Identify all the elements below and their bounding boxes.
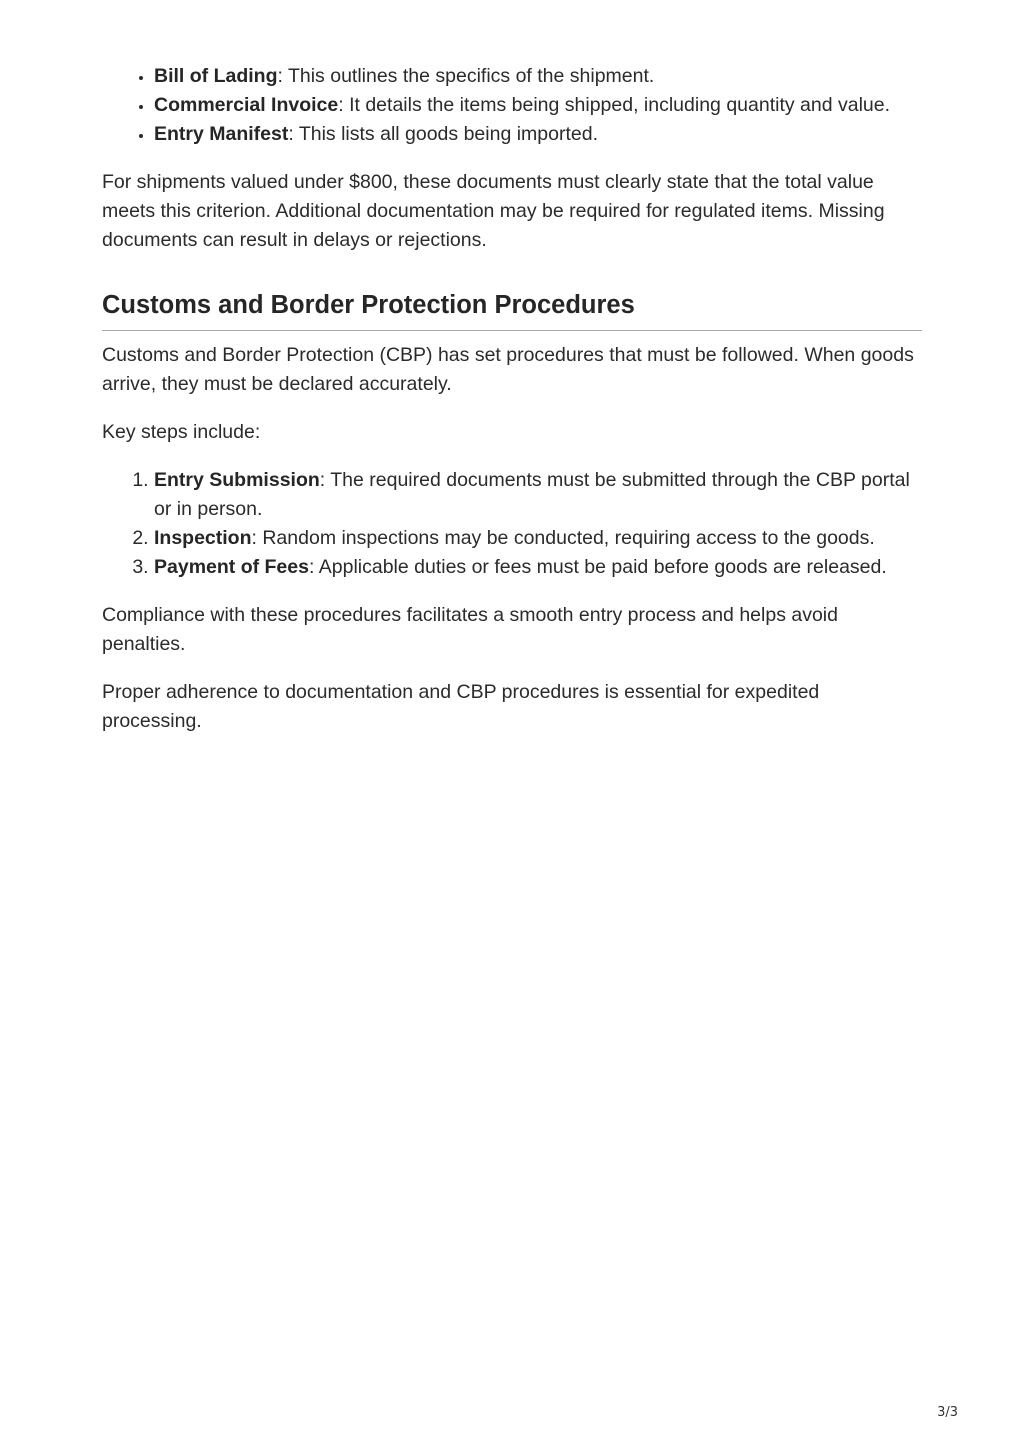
key-steps-label: Key steps include: bbox=[102, 421, 261, 443]
list-item bbox=[154, 91, 922, 120]
required-documents-list bbox=[102, 62, 922, 149]
list-item-term: Commercial Invoice bbox=[154, 94, 339, 116]
list-item-term: Entry Manifest bbox=[154, 123, 289, 145]
list-item-text: : The required documents must be submitted through the CBP portal or in person. bbox=[154, 469, 910, 520]
list-item-text: : This outlines the specifics of the shipment. bbox=[277, 65, 655, 87]
list-item-term: Entry Submission bbox=[154, 469, 320, 491]
page-number: 3/3 bbox=[937, 1405, 958, 1420]
list-item-term: Payment of Fees bbox=[154, 556, 309, 578]
section-intro: Customs and Border Protection (CBP) has set procedures that must be followed. When goods arrive, they must be declared accurately. bbox=[102, 344, 914, 395]
compliance-paragraph: Compliance with these procedures facilitates a smooth entry process and helps avoid penalties. bbox=[102, 604, 838, 655]
list-item bbox=[154, 553, 922, 582]
list-item-text: : This lists all goods being imported. bbox=[288, 123, 598, 145]
list-item-term: Inspection bbox=[154, 527, 252, 549]
list-item bbox=[154, 466, 922, 524]
list-item-term: Bill of Lading bbox=[154, 65, 278, 87]
key-steps-list bbox=[102, 466, 922, 582]
list-item bbox=[154, 524, 922, 553]
list-item-text: : It details the items being shipped, including quantity and value. bbox=[338, 94, 891, 116]
list-item-text: : Random inspections may be conducted, requiring access to the goods. bbox=[251, 527, 875, 549]
list-item-text: : Applicable duties or fees must be paid before goods are released. bbox=[308, 556, 887, 578]
documents-paragraph: For shipments valued under $800, these documents must clearly state that the total value meets this criterion. Additional documentation may be required for regulated items. Missing documents can result in delays or rejections. bbox=[102, 171, 885, 251]
closing-paragraph: Proper adherence to documentation and CBP procedures is essential for expedited processing. bbox=[102, 681, 820, 732]
section-heading: Customs and Border Protection Procedures bbox=[102, 289, 922, 331]
list-item bbox=[154, 120, 922, 149]
document-page bbox=[102, 62, 922, 755]
list-item bbox=[154, 62, 922, 91]
